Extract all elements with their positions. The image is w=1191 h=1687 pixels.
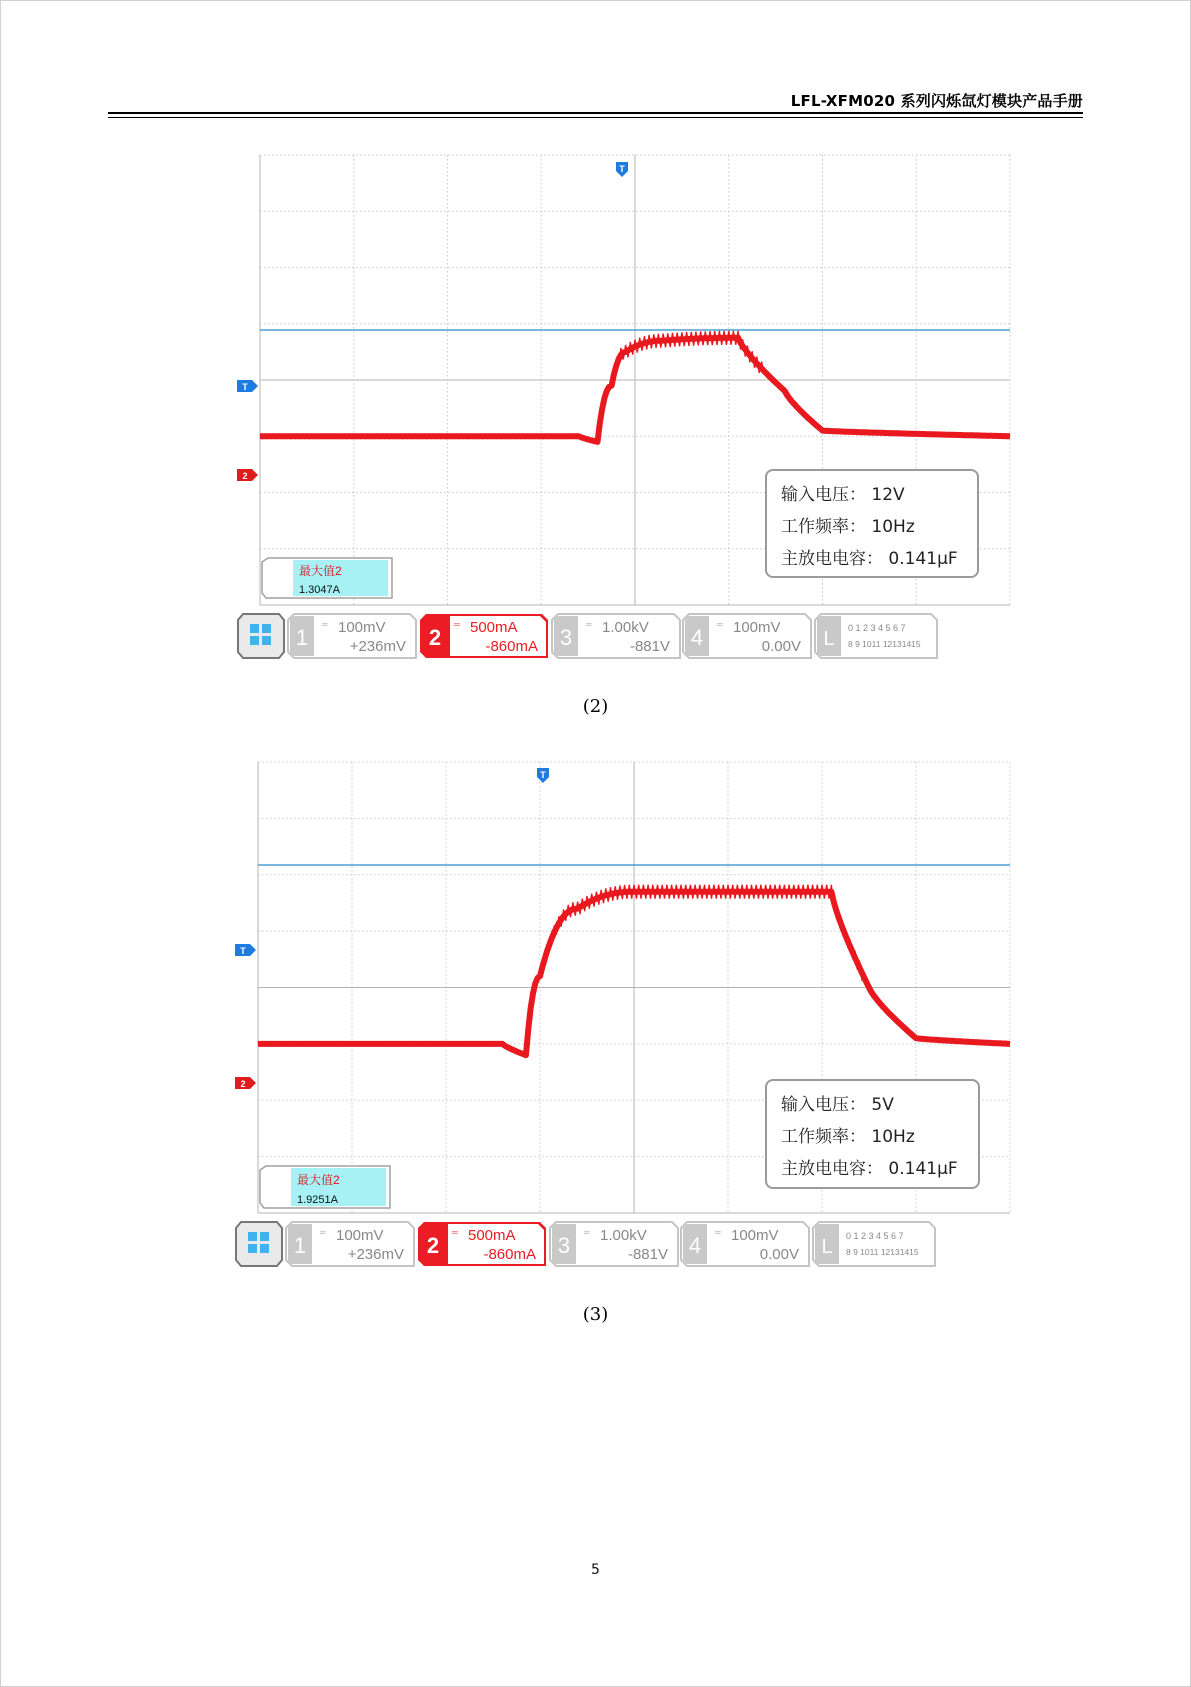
svg-text:100mV: 100mV [731,1227,779,1244]
svg-text:2: 2 [242,471,248,481]
svg-text:2: 2 [240,1079,246,1089]
svg-text:═: ═ [586,620,592,629]
svg-text:0 1 2 3 4 5 6 7: 0 1 2 3 4 5 6 7 [846,1231,904,1241]
svg-text:T: T [619,164,625,174]
svg-text:T: T [540,770,546,780]
svg-text:0 1 2 3 4 5 6 7: 0 1 2 3 4 5 6 7 [848,623,906,633]
svg-text:+236mV: +236mV [349,638,406,655]
page-number: 5 [591,1562,600,1578]
document-header-title: LFL-XFM020 系列闪烁氙灯模块产品手册 [790,92,1083,110]
channel2-ground-marker-2 [235,1077,256,1089]
menu-grid-button-2[interactable] [236,1222,282,1266]
channel-bar-2[interactable] [236,1222,935,1266]
svg-text:═: ═ [320,1228,326,1237]
svg-text:500mA: 500mA [468,1227,516,1244]
trigger-level-marker-2 [235,944,256,956]
operating-frequency-label: 工作频率： 10Hz [781,1127,915,1147]
svg-text:100mV: 100mV [336,1227,384,1244]
svg-text:8 9 1011 12131415: 8 9 1011 12131415 [846,1247,919,1257]
svg-text:-881V: -881V [627,1246,668,1263]
svg-text:1: 1 [295,625,309,650]
svg-text:L: L [821,1236,833,1258]
svg-text:0.00V: 0.00V [759,1246,799,1263]
svg-text:═: ═ [584,1228,590,1237]
max-measurement-box-2 [260,1166,390,1208]
measure-value: 1.9251A [297,1194,338,1206]
svg-text:═: ═ [715,1228,721,1237]
svg-text:1.00kV: 1.00kV [600,1227,647,1244]
svg-text:100mV: 100mV [338,619,386,636]
main-capacitor-label: 主放电电容： 0.141μF [781,549,958,569]
svg-text:-860mA: -860mA [483,1246,536,1263]
channel-4-button[interactable] [681,1222,809,1266]
svg-text:L: L [823,628,835,650]
svg-text:100mV: 100mV [733,619,781,636]
svg-text:T: T [240,946,246,956]
input-voltage-label: 输入电压： 12V [781,485,905,505]
figure-caption-2: (3) [582,1304,609,1325]
svg-text:═: ═ [452,1228,458,1237]
svg-text:500mA: 500mA [470,619,518,636]
channel-3-button[interactable] [550,1222,678,1266]
svg-text:+236mV: +236mV [347,1246,404,1263]
main-capacitor-label: 主放电电容： 0.141μF [781,1159,958,1179]
test-conditions-box-2 [766,1080,979,1188]
svg-text:4: 4 [690,625,704,650]
trigger-top-marker-2 [537,768,549,783]
svg-text:8 9 1011 12131415: 8 9 1011 12131415 [848,639,921,649]
channel-1-button[interactable] [286,1222,414,1266]
figure-caption-1: (2) [582,696,609,717]
svg-text:═: ═ [454,620,460,629]
svg-text:2: 2 [426,1233,440,1258]
input-voltage-label: 输入电压： 5V [781,1095,894,1115]
measure-value: 1.3047A [299,584,340,596]
svg-text:1.00kV: 1.00kV [602,619,649,636]
svg-text:-881V: -881V [629,638,670,655]
measure-label: 最大值2 [299,564,342,578]
channel-2-button[interactable] [418,1222,546,1266]
measure-label: 最大值2 [297,1173,340,1187]
operating-frequency-label: 工作频率： 10Hz [781,517,915,537]
logic-channel-button[interactable] [813,1222,935,1266]
svg-text:4: 4 [688,1233,702,1258]
svg-text:3: 3 [559,625,573,650]
svg-text:═: ═ [322,620,328,629]
svg-text:═: ═ [717,620,723,629]
svg-text:3: 3 [557,1233,571,1258]
svg-text:2: 2 [428,625,442,650]
svg-text:1: 1 [293,1233,307,1258]
svg-text:0.00V: 0.00V [761,638,801,655]
svg-text:T: T [242,382,248,392]
svg-text:-860mA: -860mA [485,638,538,655]
